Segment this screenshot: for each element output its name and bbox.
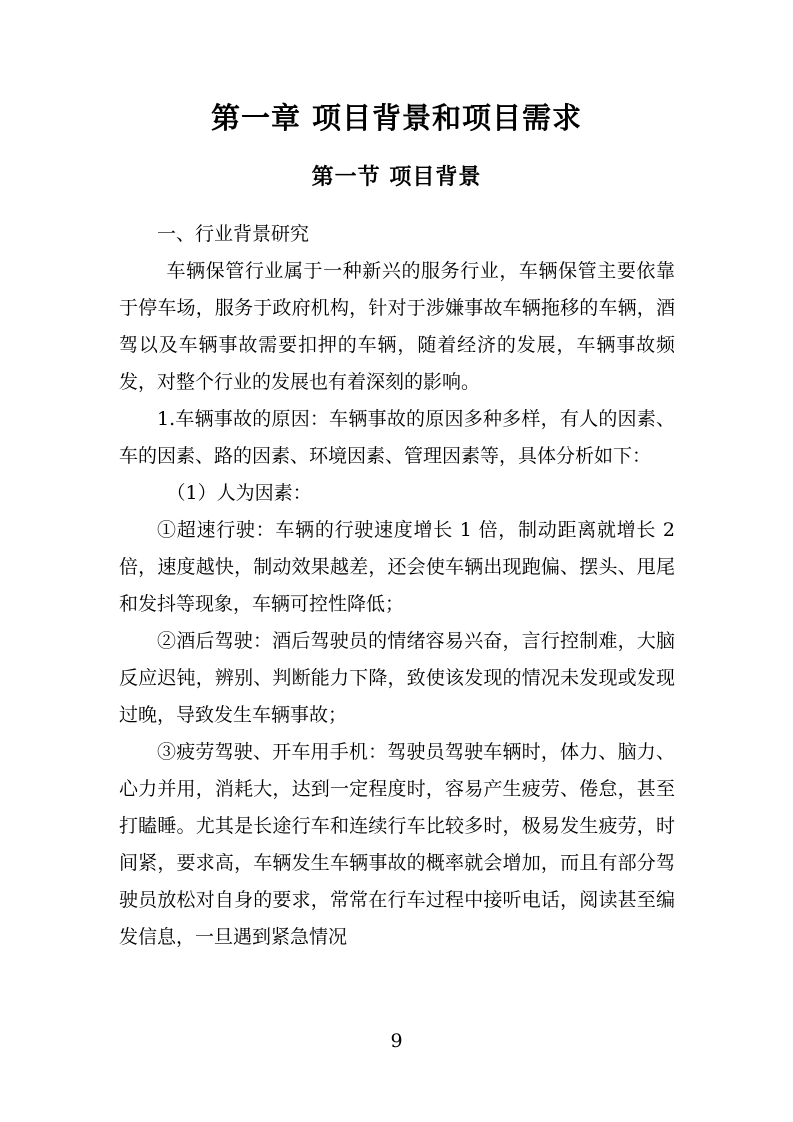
list-item: ③疲劳驾驶、开车用手机：驾驶员驾驶车辆时，体力、脑力、心力并用，消耗大，达到一定程度时，容易产生疲劳、倦怠，甚至打瞌睡。尤其是长途行车和连续行车比较多时，极易发生疲劳，时间紧，要求高，车辆发生车辆事故的概率就会增加，而且有部分驾驶员放松对自身的要求，常常在行车过程中接听电话，阅读甚至编发信息，一旦遇到紧急情况: [119, 741, 675, 948]
list-heading: （1）人为因素：: [166, 482, 312, 504]
list-item: ②酒后驾驶：酒后驾驶员的情绪容易兴奋，言行控制难，大脑反应迟钝，辨别、判断能力下降，致使该发现的情况未发现或发现过晚，导致发生车辆事故；: [119, 630, 675, 726]
subsection-heading: 一、行业背景研究: [157, 223, 310, 245]
chapter-title: 第一章 项目背景和项目需求: [210, 101, 583, 135]
paragraph: 1.车辆事故的原因：车辆事故的原因多种多样，有人的因素、车的因素、路的因素、环境因素、管理因素等，具体分析如下：: [119, 408, 675, 467]
paragraph: 车辆保管行业属于一种新兴的服务行业，车辆保管主要依靠于停车场，服务于政府机构，针对于涉嫌事故车辆拖移的车辆，酒驾以及车辆事故需要扣押的车辆，随着经济的发展，车辆事故频发，对整个行业的发展也有着深刻的影响。: [119, 260, 675, 393]
section-title: 第一节 项目背景: [311, 164, 482, 190]
body-text: [119, 216, 675, 956]
list-item: ①超速行驶：车辆的行驶速度增长 1 倍，制动距离就增长 2 倍，速度越快，制动效果越差，还会使车辆出现跑偏、摆头、甩尾和发抖等现象，车辆可控性降低；: [119, 519, 675, 615]
page-number: 9: [390, 1030, 403, 1052]
